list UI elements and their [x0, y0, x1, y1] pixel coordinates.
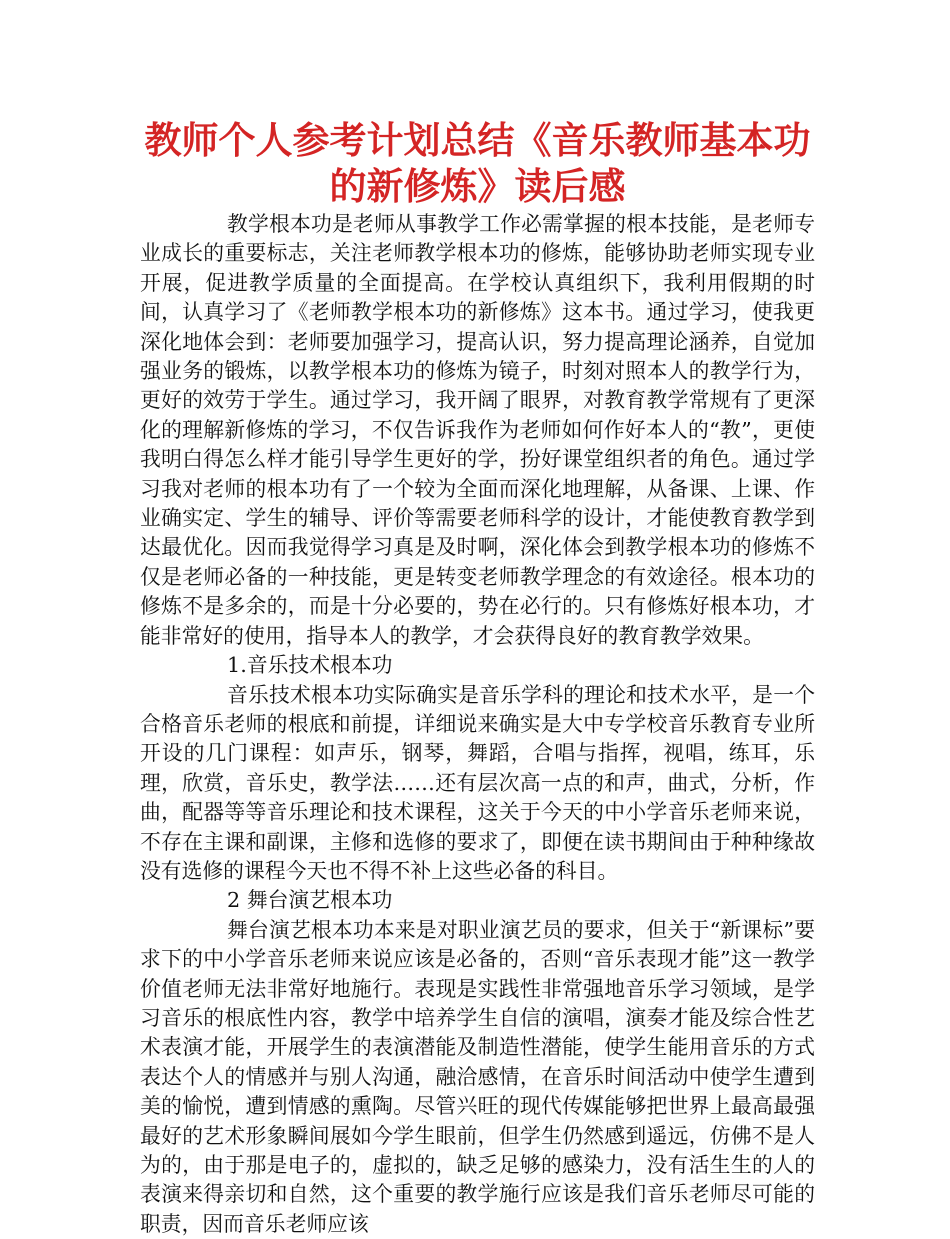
document-page: [140, 118, 815, 1239]
section-heading-music-technique: 1.音乐技术根本功: [227, 653, 393, 678]
section-heading-stage-performance: 2 舞台演艺根本功: [227, 888, 393, 913]
title-line-1: 教师个人参考计划总结《音乐教师基本功: [144, 119, 811, 162]
title-line-2: 的新修炼》读后感: [329, 165, 626, 208]
paragraph-stage-performance: 舞台演艺根本功本来是对职业演艺员的要求，但关于“新课标”要求下的中小学音乐老师来说应该是必备的，否则“音乐表现才能”这一教学价值老师无法非常好地施行。表现是实践性非常强地音乐学习领域，是学习音乐的根底性内容，教学中培养学生自信的演唱，演奏才能及综合性艺术表演才能，开展学生的表演潜能及制造性潜能，使学生能用音乐的方式表达个人的情感并与别人沟通，融洽感情，在音乐时间活动中使学生遭到美的愉悦，遭到情感的熏陶。尽管兴旺的现代传媒能够把世界上最高最强最好的艺术形象瞬间展如今学生眼前，但学生仍然感到遥远，仿佛不是人为的，由于那是电子的，虚拟的，缺乏足够的感染力，没有活生生的人的表演来得亲切和自然，这个重要的教学施行应该是我们音乐老师尽可能的职责，因而音乐老师应该: [140, 917, 815, 1236]
paragraph-music-technique: 音乐技术根本功实际确实是音乐学科的理论和技术水平，是一个合格音乐老师的根底和前提，详细说来确实是大中专学校音乐教育专业所开设的几门课程：如声乐，钢琴，舞蹈，合唱与指挥，视唱，练耳，乐理，欣赏，音乐史，教学法……还有层次高一点的和声，曲式，分析，作曲，配器等等音乐理论和技术课程，这关于今天的中小学音乐老师来说，不存在主课和副课，主修和选修的要求了，即便在读书期间由于种种缘故没有选修的课程今天也不得不补上这些必备的科目。: [140, 682, 815, 883]
paragraph-intro: 教学根本功是老师从事教学工作必需掌握的根本技能，是老师专业成长的重要标志，关注老师教学根本功的修炼，能够协助老师实现专业开展，促进教学质量的全面提高。在学校认真组织下，我利用假期的时间，认真学习了《老师教学根本功的新修炼》这本书。通过学习，使我更深化地体会到：老师要加强学习，提高认识，努力提高理论涵养，自觉加强业务的锻炼，以教学根本功的修炼为镜子，时刻对照本人的教学行为，更好的效劳于学生。通过学习，我开阔了眼界，对教育教学常规有了更深化的理解新修炼的学习，不仅告诉我作为老师如何作好本人的“教”，更使我明白得怎么样才能引导学生更好的学，扮好课堂组织者的角色。通过学习我对老师的根本功有了一个较为全面而深化地理解，从备课、上课、作业确实定、学生的辅导、评价等需要老师科学的设计，才能使教育教学到达最优化。因而我觉得学习真是及时啊，深化体会到教学根本功的修炼不仅是老师必备的一种技能，更是转变老师教学理念的有效途径。根本功的修炼不是多余的，而是十分必要的，势在必行的。只有修炼好根本功，才能非常好的使用，指导本人的教学，才会获得良好的教育教学效果。: [140, 212, 815, 648]
document-title: [140, 118, 815, 210]
document-body: [140, 210, 815, 1239]
